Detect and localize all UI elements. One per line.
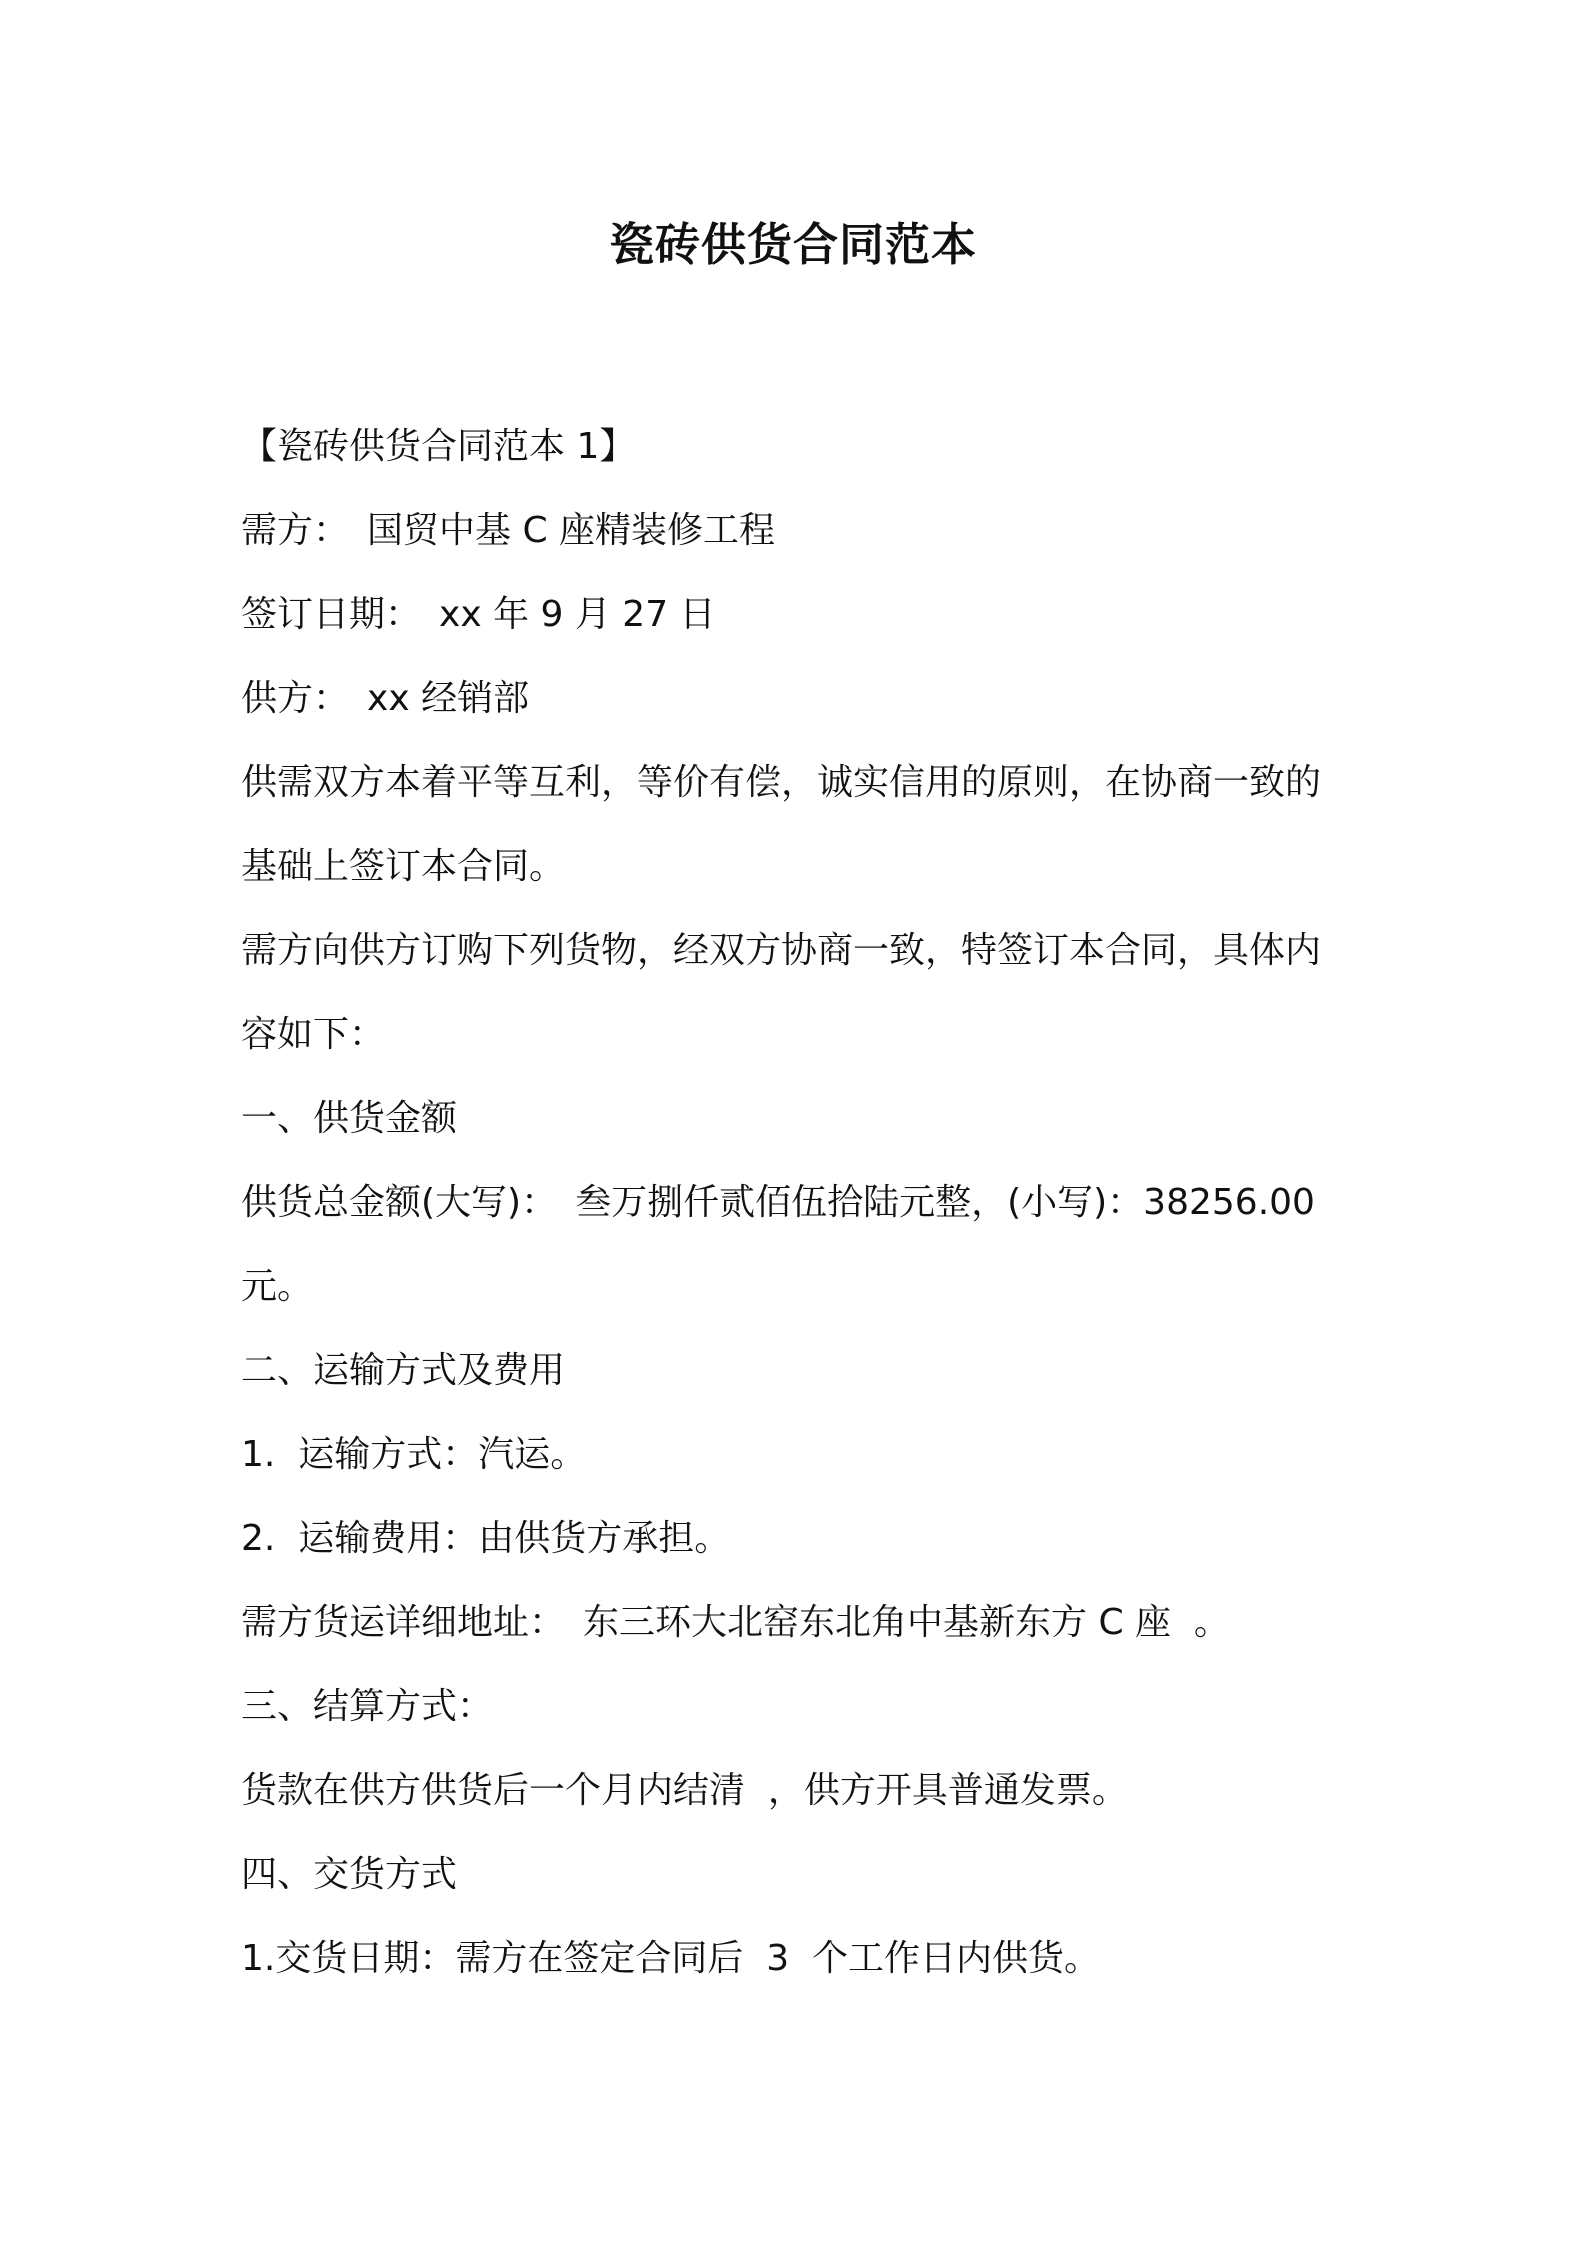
amount-tail: 元。	[241, 1266, 314, 1307]
amount-words: 叁万捌仟贰佰伍拾陆元整，(小写)：38256.00	[575, 1182, 1315, 1223]
intro-paragraph-2-line-1: 需方向供方订购下列货物，经双方协商一致，特签订本合同，具体内	[241, 930, 1322, 971]
document-body	[241, 405, 1376, 2001]
amount-label: 供货总金额(大写)：	[241, 1182, 558, 1223]
clause-2-item-1: 1. 运输方式：汽运。	[241, 1434, 587, 1475]
clause-3-text: 货款在供方供货后一个月内结清 ，供方开具普通发票。	[241, 1770, 1128, 1811]
amount-line	[241, 1161, 1376, 1245]
sign-date-line	[241, 573, 1376, 657]
buyer-label: 需方：	[241, 510, 350, 551]
address-label: 需方货运详细地址：	[241, 1602, 566, 1643]
intro-paragraph-1-line-1: 供需双方本着平等互利，等价有偿，诚实信用的原则，在协商一致的	[241, 762, 1322, 803]
supplier-label: 供方：	[241, 678, 350, 719]
sign-date-label: 签订日期：	[241, 594, 422, 635]
supplier-line	[241, 657, 1376, 741]
clause-3-heading: 三、结算方式：	[241, 1686, 494, 1727]
intro-paragraph-1-line-2: 基础上签订本合同。	[241, 846, 566, 887]
buyer-line	[241, 489, 1376, 573]
sign-date-value: xx 年 9 月 27 日	[439, 594, 716, 635]
clause-2-item-2: 2. 运输费用：由供货方承担。	[241, 1518, 731, 1559]
address-line	[241, 1581, 1376, 1665]
clause-2-heading: 二、运输方式及费用	[241, 1350, 566, 1391]
clause-4-heading: 四、交货方式	[241, 1854, 458, 1895]
buyer-value: 国贸中基 C 座精装修工程	[367, 510, 776, 551]
intro-paragraph-2-line-2: 容如下：	[241, 1014, 386, 1055]
clause-4-item-1: 1.交货日期：需方在签定合同后 3 个工作日内供货。	[241, 1938, 1101, 1979]
address-value: 东三环大北窑东北角中基新东方 C 座 。	[583, 1602, 1230, 1643]
clause-1-heading: 一、供货金额	[241, 1098, 458, 1139]
supplier-value: xx 经销部	[367, 678, 530, 719]
document-title: 瓷砖供货合同范本	[608, 218, 977, 271]
section-heading: 【瓷砖供货合同范本 1】	[241, 426, 636, 467]
